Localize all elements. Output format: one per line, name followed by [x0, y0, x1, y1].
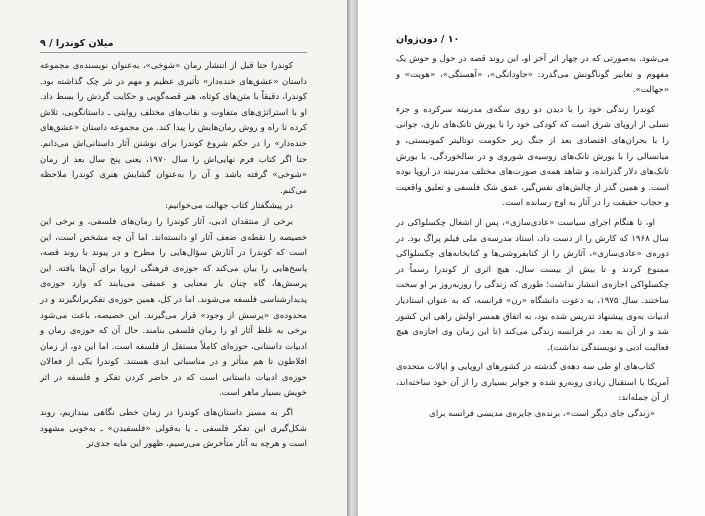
running-head: ۱۰ / دون‌ژوان — [396, 34, 460, 45]
running-head: میلان کوندرا / ۹ — [40, 38, 307, 53]
paragraph: برخی از منتقدان ادبی، آثار کوندرا را رمان‌های فلسفی، و برخی این خصیصه را نقطه‌ی ضعف آثار او دانسته‌اند. اما آن چه مشخص است، این است که کوندرا در آثارش سؤال‌هایی را مطرح و در پیوند با روند قصه، پاسخ‌هایی را بیان می‌کند که حوزه‌ی فرهنگی اروپا برای آن‌ها یافته. این پرسش‌ها، گاه چنان بار معنایی و عمیقی می‌یابند که وارد حوزه‌ی پدیدارشناسی فلسفه می‌شوند. اما در کل، همین حوزه‌ی تفکربرانگیزند و در محدوده‌ی «پرسش از وجود» قرار می‌گیرند. این خصیصه، باعث می‌شود برخی به غلط آثار او را رمان فلسفی بنامند. حال آن که حوزه‌ی رمان و ادبیات داستانی، حوزه‌ای کاملاً مستقل از فلسفه است. اما این دو، از زمان افلاطون تا هم متأثر و در مناسباتی ابدی هستند. کوندرا یکی از فعالان حوزه‌ی ادبیات داستانی است که در حاضر کردن تفکر و فلسفه در اثر خویش بسیار ماهر است. — [40, 216, 307, 399]
paragraph: کوندرا زندگی خود را با دیدن دو روی سکه‌ی مدرنیته سرکرده و جزء نسلی از اروپای شرق است که کودکی خود را با یورش تانک‌های نازی، جوانی را با بحران‌های اقتصادی بعد از جنگ زیر حکومت توتالیتر کمونیستی، و میانسالی را با یورش تانک‌های روسیه‌ی شوروی و در سالخوردگی، با یورش تانک‌های دلار گذرانده، و شاهد همه‌ی صورت‌های مختلف مدرنیته در اروپا بوده است. و همین گذر از چالش‌های نفس‌گیر، عمق شک فلسفی و تعلیق واقعیت و حجاب حقیقت را در آثار به اوج رسانده است. — [396, 104, 669, 209]
paragraph: کتاب‌های او طی سه دهه‌ی گذشته در کشورهای اروپایی و ایالات متحده‌ی آمریکا با استقبال زیادی روبه‌رو شده و جوایز بسیاری را از آن خود ساخته‌اند، از آن جمله‌اند: — [396, 362, 669, 404]
paragraph: در پیشگفتار کتاب جهالت می‌خوانیم: — [165, 201, 293, 212]
paragraph: «زندگی جای دیگر است»، برنده‌ی جایزه‌ی مدیسی فرانسه برای — [429, 409, 655, 420]
paragraph: اگر به مسیر داستان‌های کوندرا در زمان خطی نگاهی بیندازیم، روند شکل‌گیری این تفکر فلسفی ـ یا به‌قولی «فلسفیدن» ـ به‌خوبی مشهود است و هرچه به آثار متأخرش می‌رسیم، ظهور این مایه جدی‌تر — [40, 408, 307, 450]
book-gutter — [347, 0, 358, 516]
right-page — [358, 0, 705, 516]
paragraph: کوندرا حتا قبل از انتشار رمان «شوخی»، به‌عنوان نویسنده‌ی مجموعه داستان «عشق‌های خنده‌دار» تأثیری عظیم و مهم در نثر چک گذاشته بود. کوندرا، دقیقاً با متن‌های کوتاه، هنر قصه‌گویی و حکایت گردش را بسط داد. او با استراتژی‌های متفاوت و نقاب‌های مختلف روایتی ـ داستانگویی، تلاش کرده تا راه و روش رمان‌هایش را پیدا کند. من مجموعه داستان «عشق‌های خنده‌دار» را در حکم شروع کوندرا برای نوشتن آثار داستانی‌اش می‌دانم. حتا اگر کتاب فرم نهایی‌اش را سال ۱۹۷۰، یعنی پنج سال بعد از رمان «شوخی» گرفته باشد و آن را به‌عنوان گشایش هنری کوندرا ملاحظه می‌کنم. — [40, 61, 308, 196]
paragraph: می‌شود. به‌صورتی که در چهار اثر آخر او، این روند قصه در حول و حوش یک مفهوم و تعابیر گوناگونش می‌گذرد: «جاودانگی»، «آهستگی»، «هویت» و «جهالت». — [396, 54, 669, 96]
paragraph: او، تا هنگام اجرای سیاست «عادی‌سازی»، پس از اشغال چکسلواکی در سال ۱۹۶۸ که کارش را از دست داد، استاد مدرسه‌ی ملی فیلم پراگ بود. در دوره‌ی «عادی‌سازی»، آثارش را از کتابفروشی‌ها و کتابخانه‌های چکسلواکی ممنوع کردند و تا بیش از بیست سال، هیچ اثری از کوندرا رسماً در چکسلواکی اجازه‌ی انتشار نداشت؛ طوری که زندگی را روزبه‌روز بر او سخت ساختند. سال ۱۹۷۵، به دعوت دانشگاه «رن» فرانسه، که به عنوان استادیار ادبیات به‌وی پیشنهاد تدریس شده بود، به اتفاق همسر اولش راهی این کشور شد و از آن به بعد، در فرانسه زندگی می‌کند (تا این زمان وی اجازه‌ی هیچ فعالیت ادبی و نویسندگی نداشت). — [396, 217, 669, 353]
left-page — [0, 0, 347, 516]
